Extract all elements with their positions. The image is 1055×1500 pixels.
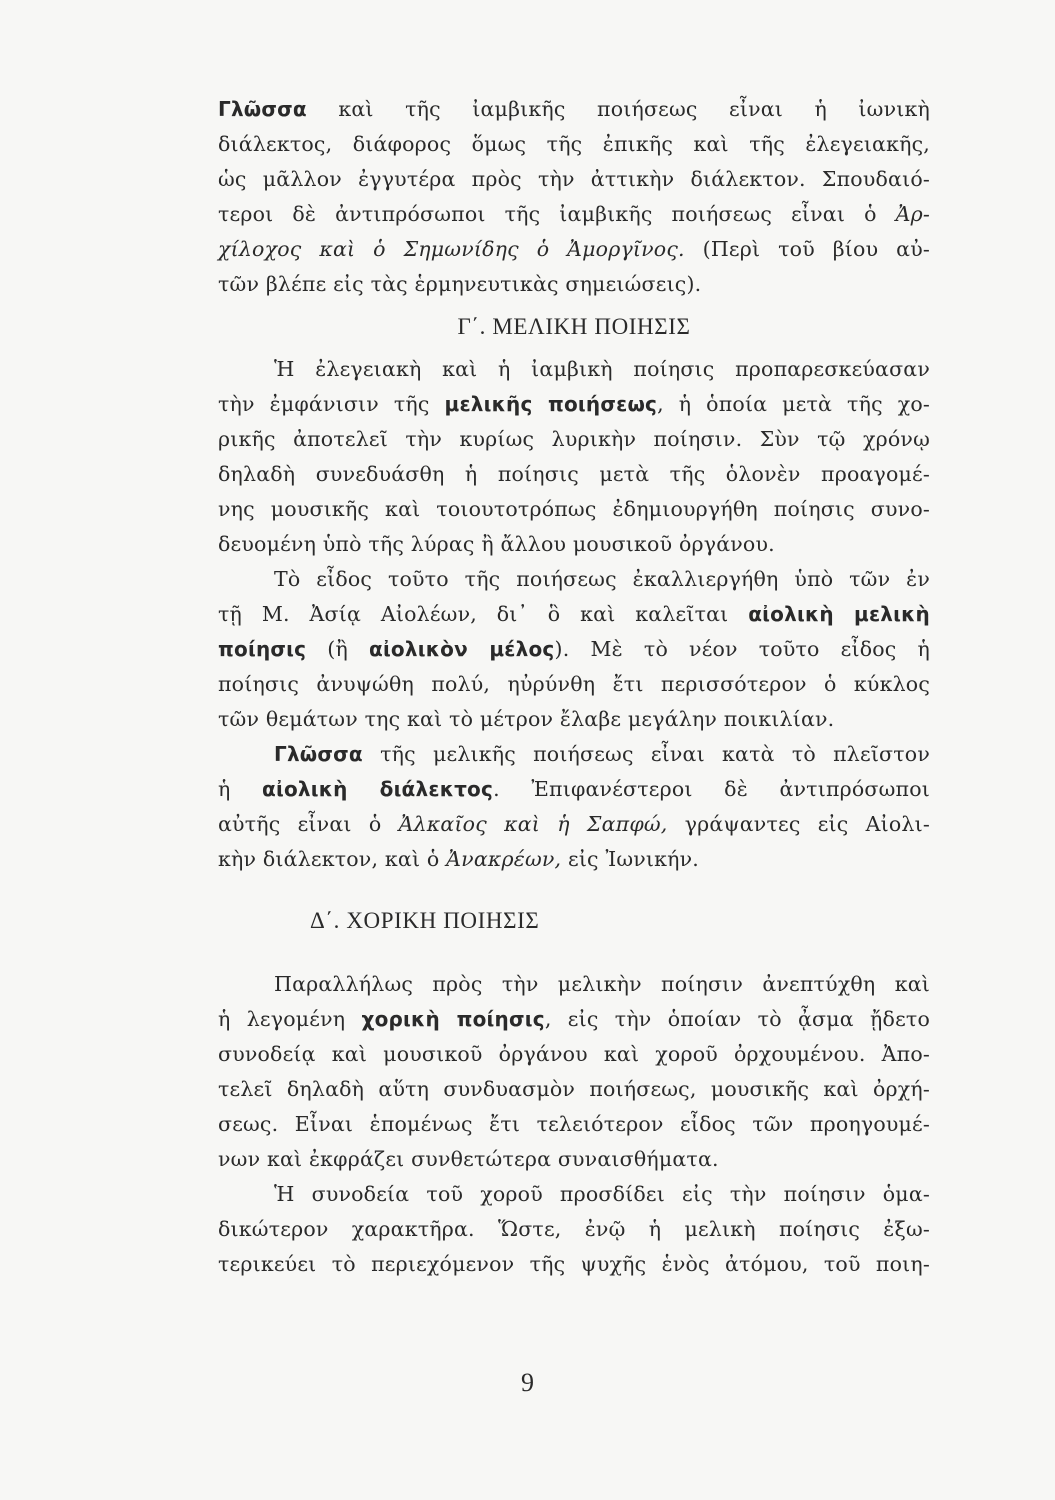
text-line [218,1002,930,1037]
text-run: Ἡ συνοδεία τοῦ χοροῦ προσδίδει εἰς τὴν ποίησιν ὁμα- [274,1182,930,1206]
text-run: σεως. Εἶναι ἑπομένως ἔτι τελειότερον εἶδος τῶν προηγουμέ- [218,1112,930,1136]
text-line [218,127,930,162]
text-line [218,702,930,737]
text-run: τῶν θεμάτων της καὶ τὸ μέτρον ἔλαβε μεγάλην ποικιλίαν. [218,707,835,731]
text-run: τελεῖ δηλαδὴ αὕτη συνδυασμὸν ποιήσεως, μουσικῆς καὶ ὀρχή- [218,1077,930,1101]
text-run: ποίησις ἀνυψώθη πολύ, ηὐρύνθη ἔτι περισσότερον ὁ κύκλος [218,672,930,696]
emphasis-term: αἰολικὴ μελικὴ [748,602,930,626]
text-line [218,352,930,387]
page-number: 9 [521,1368,534,1397]
text-run: Παραλλήλως πρὸς τὴν μελικὴν ποίησιν ἀνεπτύχθη καὶ [274,972,930,996]
text-run: ). Μὲ τὸ νέον τοῦτο εἶδος ἡ [554,637,930,661]
text-run: Ἡ ἐλεγειακὴ καὶ ἡ ἰαμβικὴ ποίησις προπαρεσκεύασαν [274,357,930,381]
text-column [218,92,930,1282]
italic-name: Ἀρ- [895,202,930,226]
text-run: ρικῆς ἀποτελεῖ τὴν κυρίως λυρικὴν ποίησιν. Σὺν τῷ χρόνῳ [218,427,930,451]
text-run: τῆς μελικῆς ποιήσεως εἶναι κατὰ τὸ πλεῖστον [362,742,930,766]
italic-name: Ἀλκαῖος καὶ ἡ Σαπφώ, [398,812,668,836]
text-run: νης μουσικῆς καὶ τοιουτοτρόπως ἐδημιουργήθη ποίησις συνο- [218,497,930,521]
text-line [218,667,930,702]
paragraph-melic [218,352,930,877]
text-line [218,632,930,667]
text-line [218,597,930,632]
text-run: (Περὶ τοῦ βίου αὐ- [684,237,930,261]
text-line [218,92,930,127]
text-line [218,772,930,807]
text-line [218,1247,930,1282]
emphasis-term: μελικῆς ποιήσεως [444,392,658,416]
text-run: (ἢ [306,637,369,661]
emphasis-term: Γλῶσσα [218,97,307,121]
text-run: διάλεκτος, διάφορος ὅμως τῆς ἐπικῆς καὶ τῆς ἐλεγειακῆς, [218,132,930,156]
text-line [218,1107,930,1142]
text-run: τῇ Μ. Ἀσίᾳ Αἰολέων, δι᾽ ὃ καὶ καλεῖται [218,602,749,626]
italic-name: Ἀνακρέων, [446,847,562,871]
text-line [218,232,930,267]
emphasis-term: αἰολικὴ διάλεκτος [262,777,494,801]
text-run: ἡ λεγομένη [218,1007,362,1031]
text-run: . Ἐπιφανέστεροι δὲ ἀντιπρόσωποι [493,777,930,801]
text-line [218,457,930,492]
emphasis-term: χορικὴ ποίησις [361,1007,545,1031]
text-line [218,1142,930,1177]
text-run: κὴν διάλεκτον, καὶ ὁ [218,847,447,871]
text-run: , εἰς τὴν ὁποίαν τὸ ᾆσμα ᾔδετο [544,1007,930,1031]
text-run: δευομένη ὑπὸ τῆς λύρας ἢ ἄλλου μουσικοῦ ὀργάνου. [218,532,775,556]
text-run: ὡς μᾶλλον ἐγγυτέρα πρὸς τὴν ἀττικὴν διάλεκτον. Σπουδαιό- [218,167,930,191]
text-run: αὐτῆς εἶναι ὁ [218,812,399,836]
text-run: τὴν ἐμφάνισιν τῆς [218,392,445,416]
text-line [218,492,930,527]
text-line [218,807,930,842]
text-line [218,387,930,422]
text-line [218,562,930,597]
text-run: τεροι δὲ ἀντιπρόσωποι τῆς ἰαμβικῆς ποιήσεως εἶναι ὁ [218,202,896,226]
section-heading-choral: Δ΄. ΧΟΡΙΚΗ ΠΟΙΗΣΙΣ [310,908,540,933]
text-line [218,422,930,457]
text-run: δικώτερον χαρακτῆρα. Ὥστε, ἐνῷ ἡ μελικὴ ποίησις ἐξω- [218,1217,930,1241]
text-line [218,967,930,1002]
section-heading-melic: Γ΄. ΜΕΛΙΚΗ ΠΟΙΗΣΙΣ [457,314,691,339]
text-line [218,162,930,197]
text-run: τερικεύει τὸ περιεχόμενον τῆς ψυχῆς ἑνὸς ἀτόμου, τοῦ ποιη- [218,1252,930,1276]
text-line [218,1212,930,1247]
text-line [218,1177,930,1212]
paragraph-intro [218,92,930,302]
text-run: εἰς Ἰωνικήν. [561,847,700,871]
text-run: νων καὶ ἐκφράζει συνθετώτερα συναισθήματα. [218,1147,719,1171]
emphasis-term: ποίησις [218,637,307,661]
text-run: ἡ [218,777,263,801]
text-line [218,527,930,562]
paragraph-choral [218,967,930,1282]
text-run: , ἡ ὁποία μετὰ τῆς χο- [657,392,930,416]
text-run: Τὸ εἶδος τοῦτο τῆς ποιήσεως ἐκαλλιεργήθη ὑπὸ τῶν ἐν [274,567,930,591]
text-run: καὶ τῆς ἰαμβικῆς ποιήσεως εἶναι ἡ ἰωνικὴ [306,97,930,121]
text-line [218,737,930,772]
emphasis-term: αἰολικὸν μέλος [369,637,555,661]
text-line [218,197,930,232]
italic-name: χίλοχος καὶ ὁ Σημωνίδης ὁ Ἀμοργῖνος. [218,237,685,261]
text-line [218,267,930,302]
text-line [218,1037,930,1072]
text-run: συνοδείᾳ καὶ μουσικοῦ ὀργάνου καὶ χοροῦ ὀρχουμένου. Ἀπο- [218,1042,930,1066]
text-run: τῶν βλέπε εἰς τὰς ἑρμηνευτικὰς σημειώσεις). [218,272,702,296]
text-run: γράψαντες εἰς Αἰολι- [667,812,930,836]
text-run: δηλαδὴ συνεδυάσθη ἡ ποίησις μετὰ τῆς ὁλονὲν προαγομέ- [218,462,930,486]
emphasis-term: Γλῶσσα [274,742,363,766]
text-line [218,1072,930,1107]
text-line [218,842,930,877]
